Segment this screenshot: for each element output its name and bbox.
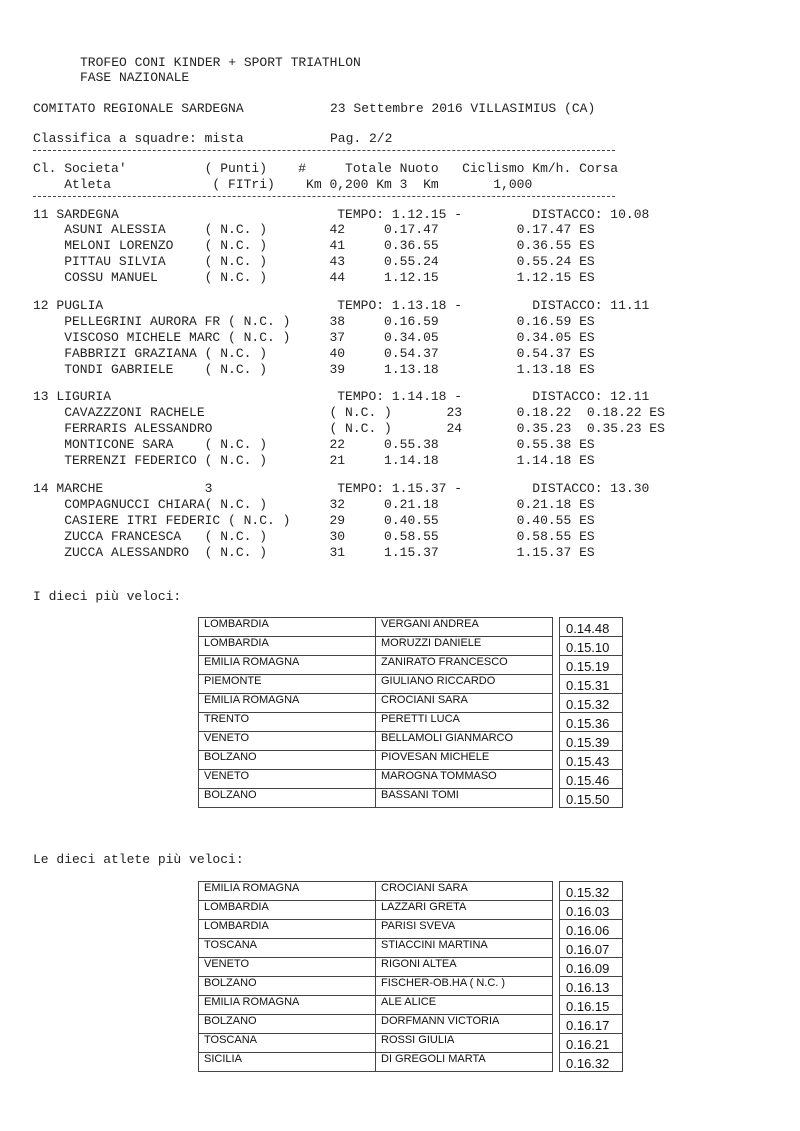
event-title: TROFEO CONI KINDER + SPORT TRIATHLON [80,55,361,70]
event-date-place: 23 Settembre 2016 VILLASIMIUS (CA) [330,101,596,116]
time-cell: 0.15.36 [560,713,623,732]
table-row [199,732,623,751]
athlete-row: ZUCCA ALESSANDRO ( N.C. ) 31 1.15.37 1.15.37 ES [33,545,595,560]
athlete-row: TONDI GABRIELE ( N.C. ) 39 1.13.18 1.13.18 ES [33,362,595,377]
region-cell: LOMBARDIA [199,637,376,656]
region-cell: SICILIA [199,1053,376,1072]
athlete-row: ASUNI ALESSIA ( N.C. ) 42 0.17.47 0.17.47 ES [33,222,595,237]
team-header: 12 PUGLIA TEMPO: 1.13.18 - DISTACCO: 11.11 [33,298,650,313]
time-cell: 0.15.39 [560,732,623,751]
time-cell: 0.15.46 [560,770,623,789]
athlete-cell: FISCHER-OB.HA ( N.C. ) [376,977,553,996]
athlete-cell: DORFMANN VICTORIA [376,1015,553,1034]
time-cell: 0.15.32 [560,882,623,901]
region-cell: TRENTO [199,713,376,732]
region-cell: VENETO [199,958,376,977]
region-cell: BOLZANO [199,751,376,770]
athlete-row: VISCOSO MICHELE MARC ( N.C. ) 37 0.34.05 0.34.05 ES [33,330,595,345]
athlete-cell: GIULIANO RICCARDO [376,675,553,694]
athlete-row: PELLEGRINI AURORA FR ( N.C. ) 38 0.16.59 0.16.59 ES [33,314,595,329]
time-cell: 0.16.15 [560,996,623,1015]
athlete-cell: ALE ALICE [376,996,553,1015]
time-cell: 0.15.19 [560,656,623,675]
athlete-cell: PARISI SVEVA [376,920,553,939]
athlete-row: TERRENZI FEDERICO ( N.C. ) 21 1.14.18 1.14.18 ES [33,453,595,468]
column-header-line2: Atleta ( FITri) Km 0,200 Km 3 Km 1,000 [33,177,533,192]
region-cell: VENETO [199,732,376,751]
table-row [199,939,623,958]
time-cell: 0.14.48 [560,618,623,637]
region-cell: EMILIA ROMAGNA [199,694,376,713]
time-cell: 0.16.17 [560,1015,623,1034]
time-cell: 0.15.10 [560,637,623,656]
time-cell: 0.15.32 [560,694,623,713]
table-row [199,618,623,637]
athlete-cell: RIGONI ALTEA [376,958,553,977]
region-cell: LOMBARDIA [199,901,376,920]
table-row [199,1034,623,1053]
athlete-row: CAVAZZZONI RACHELE ( N.C. ) 23 0.18.22 0.18.22 ES [33,405,665,420]
event-phase: FASE NAZIONALE [80,70,190,85]
athlete-row: COMPAGNUCCI CHIARA( N.C. ) 32 0.21.18 0.21.18 ES [33,497,595,512]
time-cell: 0.16.07 [560,939,623,958]
region-cell: EMILIA ROMAGNA [199,996,376,1015]
time-cell: 0.16.21 [560,1034,623,1053]
athlete-cell: MORUZZI DANIELE [376,637,553,656]
athlete-row: CASIERE ITRI FEDERIC ( N.C. ) 29 0.40.55 0.40.55 ES [33,513,595,528]
time-cell: 0.15.31 [560,675,623,694]
athlete-cell: ROSSI GIULIA [376,1034,553,1053]
time-cell: 0.16.09 [560,958,623,977]
divider-top [33,150,615,151]
time-cell: 0.16.06 [560,920,623,939]
region-cell: PIEMONTE [199,675,376,694]
athlete-cell: STIACCINI MARTINA [376,939,553,958]
table-row [199,901,623,920]
athlete-cell: CROCIANI SARA [376,882,553,901]
athlete-cell: BELLAMOLI GIANMARCO [376,732,553,751]
athlete-row: FABBRIZI GRAZIANA ( N.C. ) 40 0.54.37 0.54.37 ES [33,346,595,361]
classification-label: Classifica a squadre: mista [33,131,244,146]
table-row [199,958,623,977]
athlete-row: MELONI LORENZO ( N.C. ) 41 0.36.55 0.36.55 ES [33,238,595,253]
committee-label: COMITATO REGIONALE SARDEGNA [33,101,244,116]
athlete-cell: BASSANI TOMI [376,789,553,808]
team-header: 14 MARCHE 3 TEMPO: 1.15.37 - DISTACCO: 13.30 [33,481,650,496]
table-row [199,996,623,1015]
table-row [199,920,623,939]
region-cell: VENETO [199,770,376,789]
table-row [199,977,623,996]
athlete-cell: ZANIRATO FRANCESCO [376,656,553,675]
time-cell: 0.16.32 [560,1053,623,1072]
team-header: 13 LIGURIA TEMPO: 1.14.18 - DISTACCO: 12.11 [33,389,650,404]
table-row [199,694,623,713]
table-row [199,789,623,808]
table-row [199,882,623,901]
athlete-row: MONTICONE SARA ( N.C. ) 22 0.55.38 0.55.38 ES [33,437,595,452]
divider-bottom [33,196,615,197]
table-row [199,656,623,675]
column-header-line1: Cl. Societa' ( Punti) # Totale Nuoto Ciclismo Km/h. Corsa [33,161,619,176]
page-number: Pag. 2/2 [330,131,393,146]
table-row [199,1053,623,1072]
table-row [199,770,623,789]
table-row [199,675,623,694]
time-cell: 0.16.13 [560,977,623,996]
region-cell: EMILIA ROMAGNA [199,882,376,901]
region-cell: TOSCANA [199,1034,376,1053]
athlete-row: COSSU MANUEL ( N.C. ) 44 1.12.15 1.12.15 ES [33,270,595,285]
time-cell: 0.16.03 [560,901,623,920]
table-row [199,713,623,732]
region-cell: LOMBARDIA [199,920,376,939]
athlete-row: PITTAU SILVIA ( N.C. ) 43 0.55.24 0.55.24 ES [33,254,595,269]
athlete-row: ZUCCA FRANCESCA ( N.C. ) 30 0.58.55 0.58.55 ES [33,529,595,544]
region-cell: TOSCANA [199,939,376,958]
athlete-cell: LAZZARI GRETA [376,901,553,920]
fastest-women-table [198,881,623,1072]
athlete-cell: PERETTI LUCA [376,713,553,732]
team-header: 11 SARDEGNA TEMPO: 1.12.15 - DISTACCO: 10.08 [33,207,650,222]
athlete-cell: PIOVESAN MICHELE [376,751,553,770]
table-row [199,751,623,770]
fastest-men-heading: I dieci più veloci: [33,589,182,604]
fastest-men-table [198,617,623,808]
athlete-row: FERRARIS ALESSANDRO ( N.C. ) 24 0.35.23 0.35.23 ES [33,421,665,436]
athlete-cell: CROCIANI SARA [376,694,553,713]
region-cell: EMILIA ROMAGNA [199,656,376,675]
athlete-cell: DI GREGOLI MARTA [376,1053,553,1072]
athlete-cell: MAROGNA TOMMASO [376,770,553,789]
table-row [199,1015,623,1034]
region-cell: BOLZANO [199,977,376,996]
fastest-women-heading: Le dieci atlete più veloci: [33,852,244,867]
region-cell: LOMBARDIA [199,618,376,637]
region-cell: BOLZANO [199,1015,376,1034]
table-row [199,637,623,656]
athlete-cell: VERGANI ANDREA [376,618,553,637]
region-cell: BOLZANO [199,789,376,808]
time-cell: 0.15.43 [560,751,623,770]
time-cell: 0.15.50 [560,789,623,808]
